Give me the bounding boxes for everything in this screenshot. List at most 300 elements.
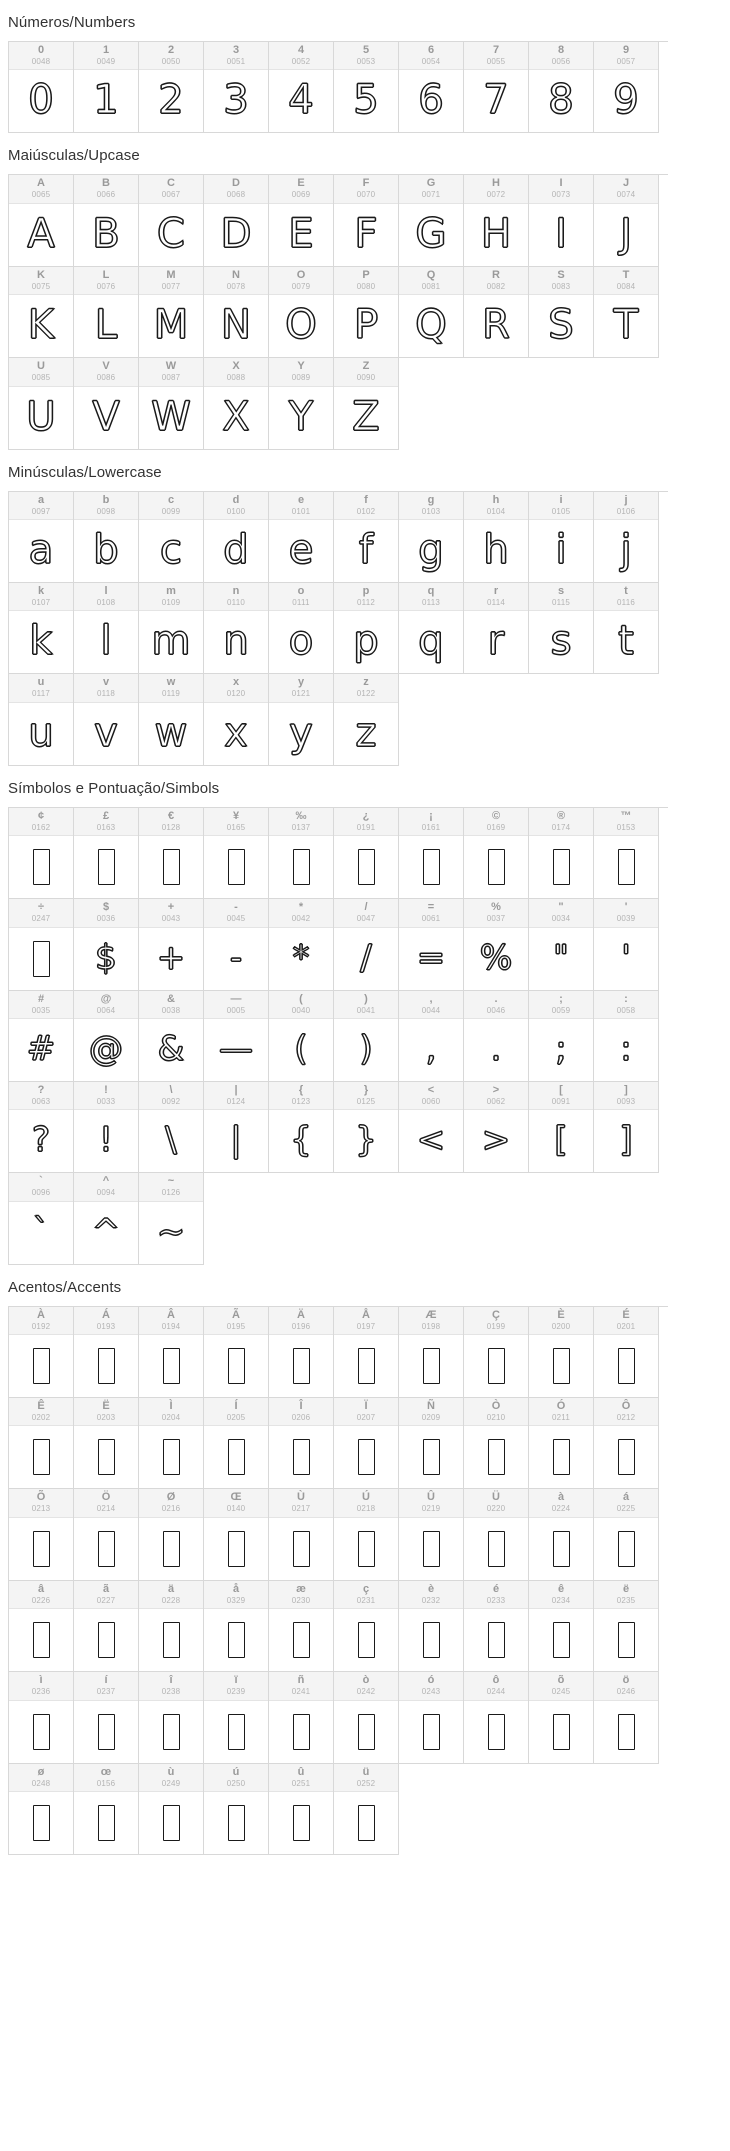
glyph-cell[interactable] xyxy=(269,358,334,449)
glyph-preview xyxy=(139,1202,203,1264)
glyph-cell[interactable] xyxy=(529,267,594,358)
glyph-cell[interactable] xyxy=(9,175,74,266)
glyph-cell[interactable] xyxy=(204,1581,269,1672)
glyph-outline: 1 xyxy=(93,77,119,124)
glyph-cell[interactable] xyxy=(269,583,334,674)
glyph-code-label: 0126 xyxy=(161,1188,181,1198)
glyph-cell[interactable] xyxy=(74,1173,139,1264)
glyph-cell[interactable] xyxy=(139,358,204,449)
glyph-code-label: 0242 xyxy=(356,1687,376,1697)
glyph-cell[interactable] xyxy=(9,1082,74,1173)
glyph-cell[interactable] xyxy=(9,1581,74,1672)
glyph-cell[interactable] xyxy=(529,1489,594,1580)
glyph-character-label: Y xyxy=(297,360,305,373)
glyph-cell[interactable] xyxy=(529,1581,594,1672)
glyph-cell[interactable] xyxy=(139,1307,204,1398)
glyph-character-label: À xyxy=(37,1308,45,1321)
glyph-code-label: 0198 xyxy=(421,1321,441,1331)
glyph-preview xyxy=(464,1518,528,1580)
glyph-cell[interactable] xyxy=(204,674,269,765)
glyph-cell-header xyxy=(529,991,593,1019)
glyph-character-label: á xyxy=(622,1491,630,1504)
glyph-cell[interactable] xyxy=(334,1581,399,1672)
glyph-cell[interactable] xyxy=(399,492,464,583)
notdef-box-icon xyxy=(293,1348,310,1384)
glyph-cell[interactable] xyxy=(594,267,659,358)
glyph-outline: X xyxy=(222,393,250,440)
glyph-cell[interactable] xyxy=(399,267,464,358)
glyph-code-label: 0100 xyxy=(226,506,246,516)
glyph-outline: Q xyxy=(415,302,447,349)
glyph-cell[interactable] xyxy=(9,492,74,583)
glyph-cell[interactable] xyxy=(139,1581,204,1672)
glyph-cell[interactable] xyxy=(139,808,204,899)
glyph-cell-header xyxy=(529,583,593,611)
glyph-character-label: ~ xyxy=(167,1175,175,1188)
glyph-cell[interactable] xyxy=(9,1307,74,1398)
glyph-code-label: 0005 xyxy=(226,1005,246,1015)
glyph-cell[interactable] xyxy=(269,1489,334,1580)
notdef-box-icon xyxy=(488,1531,505,1567)
glyph-cell[interactable] xyxy=(334,1082,399,1173)
glyph-preview xyxy=(74,928,138,990)
notdef-box-icon xyxy=(293,849,310,885)
glyph-cell[interactable] xyxy=(204,1489,269,1580)
glyph-cell[interactable] xyxy=(74,1398,139,1489)
glyph-cell[interactable] xyxy=(204,175,269,266)
glyph-cell[interactable] xyxy=(74,358,139,449)
glyph-cell[interactable] xyxy=(399,175,464,266)
glyph-cell[interactable] xyxy=(9,1173,74,1264)
section-title-numbers: Números/Numbers xyxy=(8,14,136,31)
glyph-cell[interactable] xyxy=(139,1082,204,1173)
glyph-preview xyxy=(269,387,333,449)
glyph-code-label: 0071 xyxy=(421,190,441,200)
glyph-cell[interactable] xyxy=(334,1307,399,1398)
glyph-cell[interactable] xyxy=(464,1307,529,1398)
glyph-cell-header xyxy=(204,1672,268,1700)
glyph-cell[interactable] xyxy=(464,267,529,358)
glyph-preview xyxy=(529,928,593,990)
glyph-cell[interactable] xyxy=(74,808,139,899)
glyph-character-label: ä xyxy=(167,1582,175,1595)
glyph-cell[interactable] xyxy=(334,492,399,583)
glyph-outline: T xyxy=(613,302,639,349)
glyph-cell[interactable] xyxy=(204,1398,269,1489)
glyph-cell[interactable] xyxy=(204,1082,269,1173)
glyph-character-label: Ó xyxy=(556,1400,566,1413)
glyph-cell[interactable] xyxy=(399,1581,464,1672)
glyph-preview xyxy=(9,295,73,357)
glyph-cell[interactable] xyxy=(139,674,204,765)
glyph-preview xyxy=(594,1335,658,1397)
glyph-cell[interactable] xyxy=(594,1082,659,1173)
glyph-cell[interactable] xyxy=(204,1764,269,1855)
glyph-cell-header xyxy=(529,899,593,927)
glyph-cell[interactable] xyxy=(74,1581,139,1672)
glyph-cell-header xyxy=(594,42,658,70)
glyph-code-label: 0199 xyxy=(486,1321,506,1331)
glyph-cell[interactable] xyxy=(399,1672,464,1763)
glyph-cell[interactable] xyxy=(399,42,464,133)
glyph-character-label: ¢ xyxy=(37,809,45,822)
glyph-cell[interactable] xyxy=(269,899,334,990)
glyph-cell-header xyxy=(464,991,528,1019)
glyph-cell[interactable] xyxy=(139,1173,204,1264)
glyph-cell[interactable] xyxy=(74,1489,139,1580)
glyph-cell[interactable] xyxy=(269,808,334,899)
glyph-cell-header xyxy=(139,1398,203,1426)
glyph-cell-header xyxy=(269,175,333,203)
glyph-cell[interactable] xyxy=(204,1307,269,1398)
glyph-cell[interactable] xyxy=(74,674,139,765)
glyph-cell[interactable] xyxy=(204,808,269,899)
glyph-cell[interactable] xyxy=(334,674,399,765)
glyph-code-label: 0115 xyxy=(551,597,570,607)
glyph-cell[interactable] xyxy=(594,899,659,990)
glyph-preview xyxy=(204,1792,268,1854)
glyph-cell[interactable] xyxy=(269,267,334,358)
glyph-preview xyxy=(204,1335,268,1397)
glyph-cell[interactable] xyxy=(529,1307,594,1398)
glyph-cell[interactable] xyxy=(9,358,74,449)
glyph-cell-header xyxy=(399,175,463,203)
glyph-preview xyxy=(594,836,658,898)
glyph-character-label: > xyxy=(492,1083,500,1096)
glyph-preview xyxy=(9,836,73,898)
glyph-cell[interactable] xyxy=(594,1489,659,1580)
glyph-cell[interactable] xyxy=(399,991,464,1082)
glyph-character-label: ™ xyxy=(620,809,632,822)
glyph-cell-header xyxy=(9,492,73,520)
glyph-cell[interactable] xyxy=(399,1489,464,1580)
glyph-cell[interactable] xyxy=(399,899,464,990)
glyph-cell[interactable] xyxy=(334,42,399,133)
glyph-cell[interactable] xyxy=(594,991,659,1082)
glyph-cell[interactable] xyxy=(529,492,594,583)
glyph-code-label: 0230 xyxy=(291,1595,311,1605)
glyph-code-label: 0040 xyxy=(291,1005,311,1015)
glyph-character-label: N xyxy=(232,268,240,281)
glyph-cell[interactable] xyxy=(529,899,594,990)
glyph-cell[interactable] xyxy=(399,1307,464,1398)
glyph-preview xyxy=(204,70,268,132)
glyph-cell[interactable] xyxy=(204,358,269,449)
glyph-preview xyxy=(464,611,528,673)
glyph-cell[interactable] xyxy=(269,492,334,583)
glyph-cell-header xyxy=(464,1398,528,1426)
glyph-preview xyxy=(594,611,658,673)
glyph-cell[interactable] xyxy=(74,583,139,674)
notdef-box-icon xyxy=(33,1805,50,1841)
glyph-cell[interactable] xyxy=(464,175,529,266)
glyph-cell[interactable] xyxy=(139,492,204,583)
glyph-cell-header xyxy=(204,42,268,70)
glyph-cell-header xyxy=(269,808,333,836)
glyph-preview xyxy=(334,520,398,582)
glyph-outline: — xyxy=(219,1028,253,1069)
glyph-cell[interactable] xyxy=(139,1672,204,1763)
glyph-cell[interactable] xyxy=(204,1672,269,1763)
glyph-cell[interactable] xyxy=(9,1489,74,1580)
glyph-cell-header xyxy=(204,1581,268,1609)
glyph-cell[interactable] xyxy=(594,175,659,266)
glyph-preview xyxy=(594,1518,658,1580)
glyph-character-label: K xyxy=(37,268,45,281)
glyph-cell[interactable] xyxy=(9,899,74,990)
glyph-cell[interactable] xyxy=(74,492,139,583)
section-accents xyxy=(0,1265,730,1855)
glyph-character-label: x xyxy=(232,676,240,689)
glyph-cell[interactable] xyxy=(529,42,594,133)
glyph-character-label: ë xyxy=(622,1582,630,1595)
glyph-cell[interactable] xyxy=(334,358,399,449)
glyph-cell[interactable] xyxy=(269,1672,334,1763)
glyph-cell[interactable] xyxy=(334,808,399,899)
glyph-character-label: œ xyxy=(100,1765,112,1778)
glyph-cell[interactable] xyxy=(74,1082,139,1173)
glyph-cell[interactable] xyxy=(139,1764,204,1855)
glyph-cell[interactable] xyxy=(204,583,269,674)
glyph-cell[interactable] xyxy=(9,674,74,765)
glyph-cell[interactable] xyxy=(139,1398,204,1489)
glyph-code-label: 0075 xyxy=(31,281,51,291)
glyph-code-label: 0069 xyxy=(291,190,311,200)
glyph-cell[interactable] xyxy=(204,492,269,583)
glyph-outline: 4 xyxy=(288,77,314,124)
notdef-box-icon xyxy=(423,1714,440,1750)
glyph-cell[interactable] xyxy=(204,267,269,358)
glyph-character-label: ' xyxy=(624,901,628,914)
glyph-cell[interactable] xyxy=(529,583,594,674)
glyph-cell-header xyxy=(269,1307,333,1335)
glyph-outline: ( xyxy=(294,1028,308,1069)
glyph-cell-header xyxy=(204,267,268,295)
section-title-lowercase: Minúsculas/Lowercase xyxy=(8,463,162,481)
glyph-cell-header xyxy=(139,267,203,295)
glyph-cell[interactable] xyxy=(9,42,74,133)
glyph-preview xyxy=(269,204,333,266)
glyph-cell[interactable] xyxy=(464,583,529,674)
glyph-preview xyxy=(399,1701,463,1763)
glyph-cell[interactable] xyxy=(594,42,659,133)
glyph-outline: A xyxy=(27,210,55,257)
glyph-cell[interactable] xyxy=(594,808,659,899)
notdef-box-icon xyxy=(33,1622,50,1658)
glyph-cell[interactable] xyxy=(334,175,399,266)
glyph-character-label: æ xyxy=(296,1582,306,1595)
glyph-cell-header xyxy=(139,1307,203,1335)
glyph-code-label: 0053 xyxy=(356,57,376,66)
glyph-cell[interactable] xyxy=(204,899,269,990)
glyph-cell[interactable] xyxy=(529,1672,594,1763)
notdef-box-icon xyxy=(358,1714,375,1750)
glyph-preview xyxy=(269,1426,333,1488)
glyph-cell[interactable] xyxy=(334,1764,399,1855)
glyph-preview xyxy=(464,1701,528,1763)
glyph-cell[interactable] xyxy=(9,991,74,1082)
glyph-cell[interactable] xyxy=(399,1398,464,1489)
glyph-cell[interactable] xyxy=(594,1398,659,1489)
glyph-cell[interactable] xyxy=(74,267,139,358)
notdef-box-icon xyxy=(618,849,635,885)
glyph-cell[interactable] xyxy=(204,42,269,133)
glyph-code-label: 0083 xyxy=(551,281,571,291)
glyph-cell[interactable] xyxy=(74,991,139,1082)
glyph-code-label: 0057 xyxy=(616,57,636,66)
glyph-cell-header xyxy=(594,1307,658,1335)
glyph-cell[interactable] xyxy=(399,1082,464,1173)
notdef-box-icon xyxy=(293,1622,310,1658)
notdef-box-icon xyxy=(358,849,375,885)
glyph-cell[interactable] xyxy=(334,991,399,1082)
glyph-cell[interactable] xyxy=(464,808,529,899)
glyph-cell[interactable] xyxy=(139,991,204,1082)
glyph-preview xyxy=(269,703,333,765)
glyph-cell[interactable] xyxy=(269,42,334,133)
notdef-box-icon xyxy=(163,1714,180,1750)
glyph-cell[interactable] xyxy=(139,899,204,990)
glyph-cell[interactable] xyxy=(594,1672,659,1763)
glyph-cell[interactable] xyxy=(139,267,204,358)
glyph-cell[interactable] xyxy=(594,1307,659,1398)
glyph-cell[interactable] xyxy=(269,1307,334,1398)
glyph-cell[interactable] xyxy=(594,583,659,674)
glyph-cell[interactable] xyxy=(464,42,529,133)
glyph-cell[interactable] xyxy=(269,175,334,266)
glyph-cell[interactable] xyxy=(464,492,529,583)
glyph-cell[interactable] xyxy=(399,583,464,674)
glyph-cell-header xyxy=(269,1082,333,1110)
glyph-cell[interactable] xyxy=(529,808,594,899)
glyph-cell[interactable] xyxy=(269,1398,334,1489)
glyph-cell-header xyxy=(334,1307,398,1335)
glyph-cell-header xyxy=(269,674,333,702)
glyph-cell[interactable] xyxy=(9,1764,74,1855)
glyph-cell[interactable] xyxy=(529,175,594,266)
glyph-cell[interactable] xyxy=(74,42,139,133)
glyph-cell-header xyxy=(334,1764,398,1792)
glyph-cell[interactable] xyxy=(269,1581,334,1672)
glyph-outline: f xyxy=(358,526,374,573)
glyph-cell[interactable] xyxy=(139,42,204,133)
glyph-outline: H xyxy=(480,210,512,257)
glyph-cell[interactable] xyxy=(334,1672,399,1763)
glyph-cell[interactable] xyxy=(74,175,139,266)
glyph-character-label: ? xyxy=(37,1083,45,1096)
glyph-outline: M xyxy=(153,302,189,349)
glyph-cell[interactable] xyxy=(9,1398,74,1489)
glyph-preview xyxy=(464,295,528,357)
glyph-cell[interactable] xyxy=(334,1398,399,1489)
glyph-code-label: 0054 xyxy=(421,57,441,66)
glyph-cell[interactable] xyxy=(464,1082,529,1173)
glyph-cell-header xyxy=(9,1672,73,1700)
glyph-character-label: É xyxy=(622,1308,630,1321)
glyph-cell-header xyxy=(204,991,268,1019)
glyph-cell[interactable] xyxy=(74,1672,139,1763)
glyph-preview xyxy=(529,1518,593,1580)
glyph-cell[interactable] xyxy=(269,991,334,1082)
glyph-cell-header xyxy=(9,1307,73,1335)
glyph-cell[interactable] xyxy=(334,583,399,674)
glyph-character-label: @ xyxy=(100,992,112,1005)
glyph-character-label: s xyxy=(557,584,565,597)
glyph-character-label: © xyxy=(491,809,501,822)
glyph-cell[interactable] xyxy=(594,1581,659,1672)
glyph-cell[interactable] xyxy=(139,1489,204,1580)
glyph-cell[interactable] xyxy=(464,1581,529,1672)
glyph-outline: = xyxy=(416,937,446,978)
glyph-cell[interactable] xyxy=(74,1307,139,1398)
glyph-character-label: ® xyxy=(556,809,566,822)
notdef-box-icon xyxy=(98,1622,115,1658)
glyph-cell[interactable] xyxy=(9,1672,74,1763)
glyph-cell[interactable] xyxy=(399,808,464,899)
glyph-preview xyxy=(204,1426,268,1488)
glyph-preview xyxy=(334,1110,398,1172)
glyph-outline: m xyxy=(151,618,191,665)
glyph-cell[interactable] xyxy=(74,899,139,990)
glyph-code-label: 0193 xyxy=(96,1321,116,1331)
glyph-code-label: 0067 xyxy=(161,190,181,200)
glyph-code-label: 0248 xyxy=(31,1778,51,1788)
glyph-cell[interactable] xyxy=(139,583,204,674)
glyph-cell-header xyxy=(204,808,268,836)
glyph-code-label: 0088 xyxy=(226,373,246,383)
glyph-cell[interactable] xyxy=(9,583,74,674)
glyph-cell[interactable] xyxy=(464,1489,529,1580)
glyph-outline: $ xyxy=(95,937,117,978)
glyph-cell-header xyxy=(139,583,203,611)
glyph-cell[interactable] xyxy=(464,1398,529,1489)
glyph-cell[interactable] xyxy=(204,991,269,1082)
glyph-character-label: u xyxy=(37,676,45,689)
glyph-preview xyxy=(74,1701,138,1763)
glyph-cell[interactable] xyxy=(529,991,594,1082)
glyph-cell[interactable] xyxy=(529,1082,594,1173)
glyph-cell[interactable] xyxy=(464,1672,529,1763)
glyph-outline: & xyxy=(157,1028,185,1069)
glyph-cell[interactable] xyxy=(74,1764,139,1855)
glyph-cell[interactable] xyxy=(9,267,74,358)
glyph-cell[interactable] xyxy=(594,492,659,583)
glyph-cell[interactable] xyxy=(269,1082,334,1173)
glyph-cell[interactable] xyxy=(334,1489,399,1580)
glyph-cell[interactable] xyxy=(464,991,529,1082)
glyph-outline: h xyxy=(483,526,509,573)
glyph-cell[interactable] xyxy=(9,808,74,899)
glyph-cell[interactable] xyxy=(269,674,334,765)
glyph-preview xyxy=(9,387,73,449)
glyph-cell[interactable] xyxy=(334,267,399,358)
glyph-cell[interactable] xyxy=(139,175,204,266)
glyph-cell-header xyxy=(334,1082,398,1110)
glyph-character-label: V xyxy=(102,360,110,373)
glyph-cell[interactable] xyxy=(529,1398,594,1489)
glyph-cell[interactable] xyxy=(334,899,399,990)
glyph-outline: W xyxy=(151,393,191,440)
glyph-grid-accents xyxy=(8,1306,668,1855)
glyph-character-label: ¿ xyxy=(362,809,370,822)
glyph-code-label: 0056 xyxy=(551,57,571,66)
glyph-cell-header xyxy=(9,1173,73,1201)
glyph-preview xyxy=(594,70,658,132)
glyph-preview xyxy=(139,1609,203,1671)
glyph-cell[interactable] xyxy=(269,1764,334,1855)
glyph-character-label: v xyxy=(102,676,110,689)
glyph-cell[interactable] xyxy=(464,899,529,990)
